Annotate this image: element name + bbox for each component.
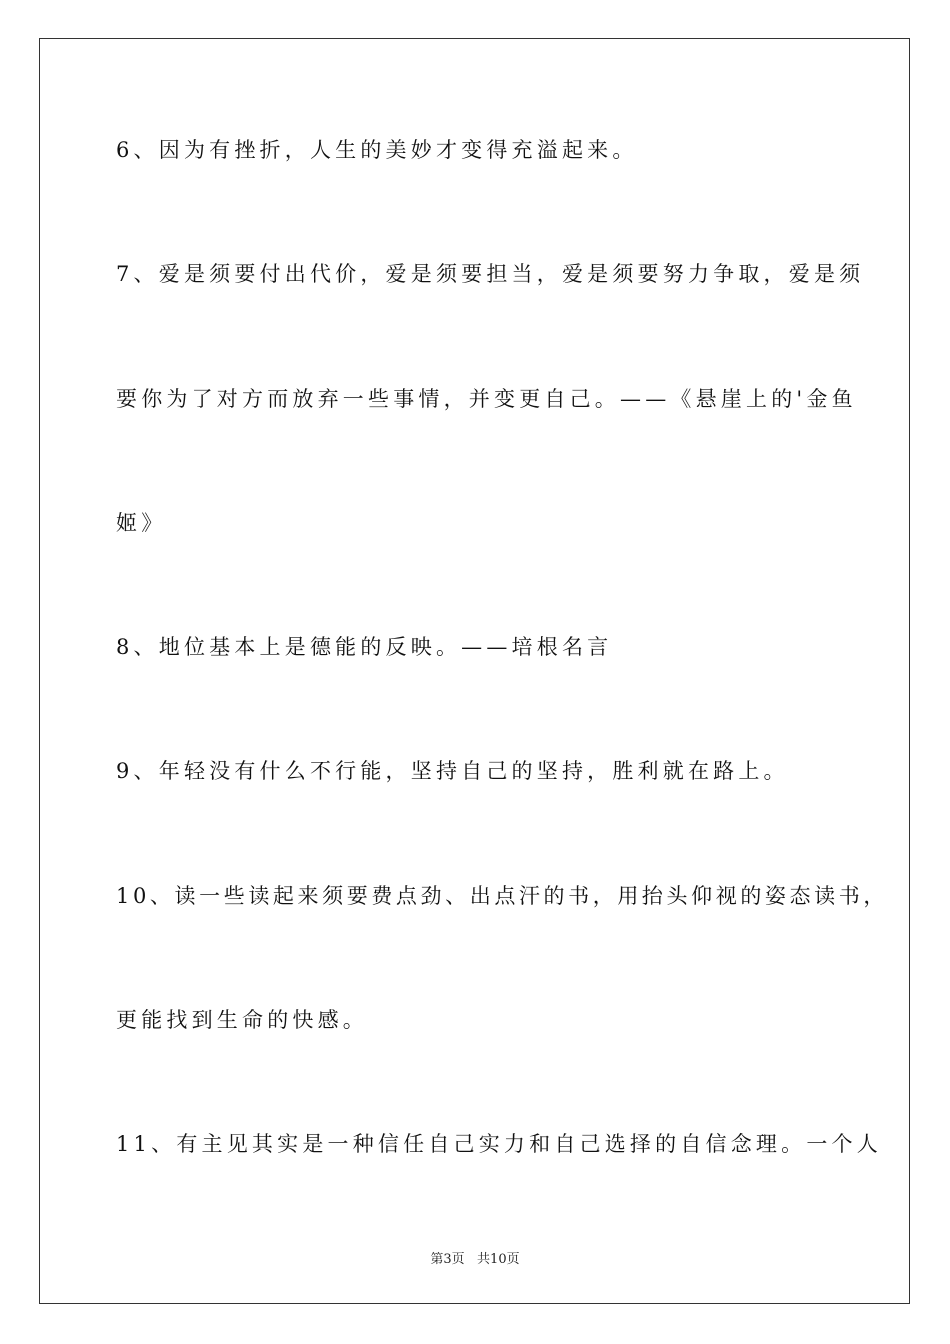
text-line: 更能找到生命的快感。: [116, 1008, 368, 1032]
text-line: 姬》: [116, 511, 167, 535]
text-line: 10、读一些读起来须要费点劲、出点汗的书，用抬头仰视的姿态读书，: [116, 884, 888, 908]
text-line: 11、有主见其实是一种信任自己实力和自己选择的自信念理。一个人: [116, 1132, 882, 1156]
page-footer: 第3页 共10页: [430, 1252, 520, 1267]
page-border: [39, 38, 910, 1304]
text-line: 6、因为有挫折，人生的美妙才变得充溢起来。: [116, 138, 638, 162]
text-line: 9、年轻没有什么不行能，坚持自己的坚持，胜利就在路上。: [116, 759, 789, 783]
text-line: 8、地位基本上是德能的反映。——培根名言: [116, 635, 613, 659]
text-line: 要你为了对方而放弃一些事情，并变更自己。——《悬崖上的'金鱼: [116, 387, 857, 411]
text-line: 7、爱是须要付出代价，爱是须要担当，爱是须要努力争取，爱是须: [116, 262, 865, 286]
